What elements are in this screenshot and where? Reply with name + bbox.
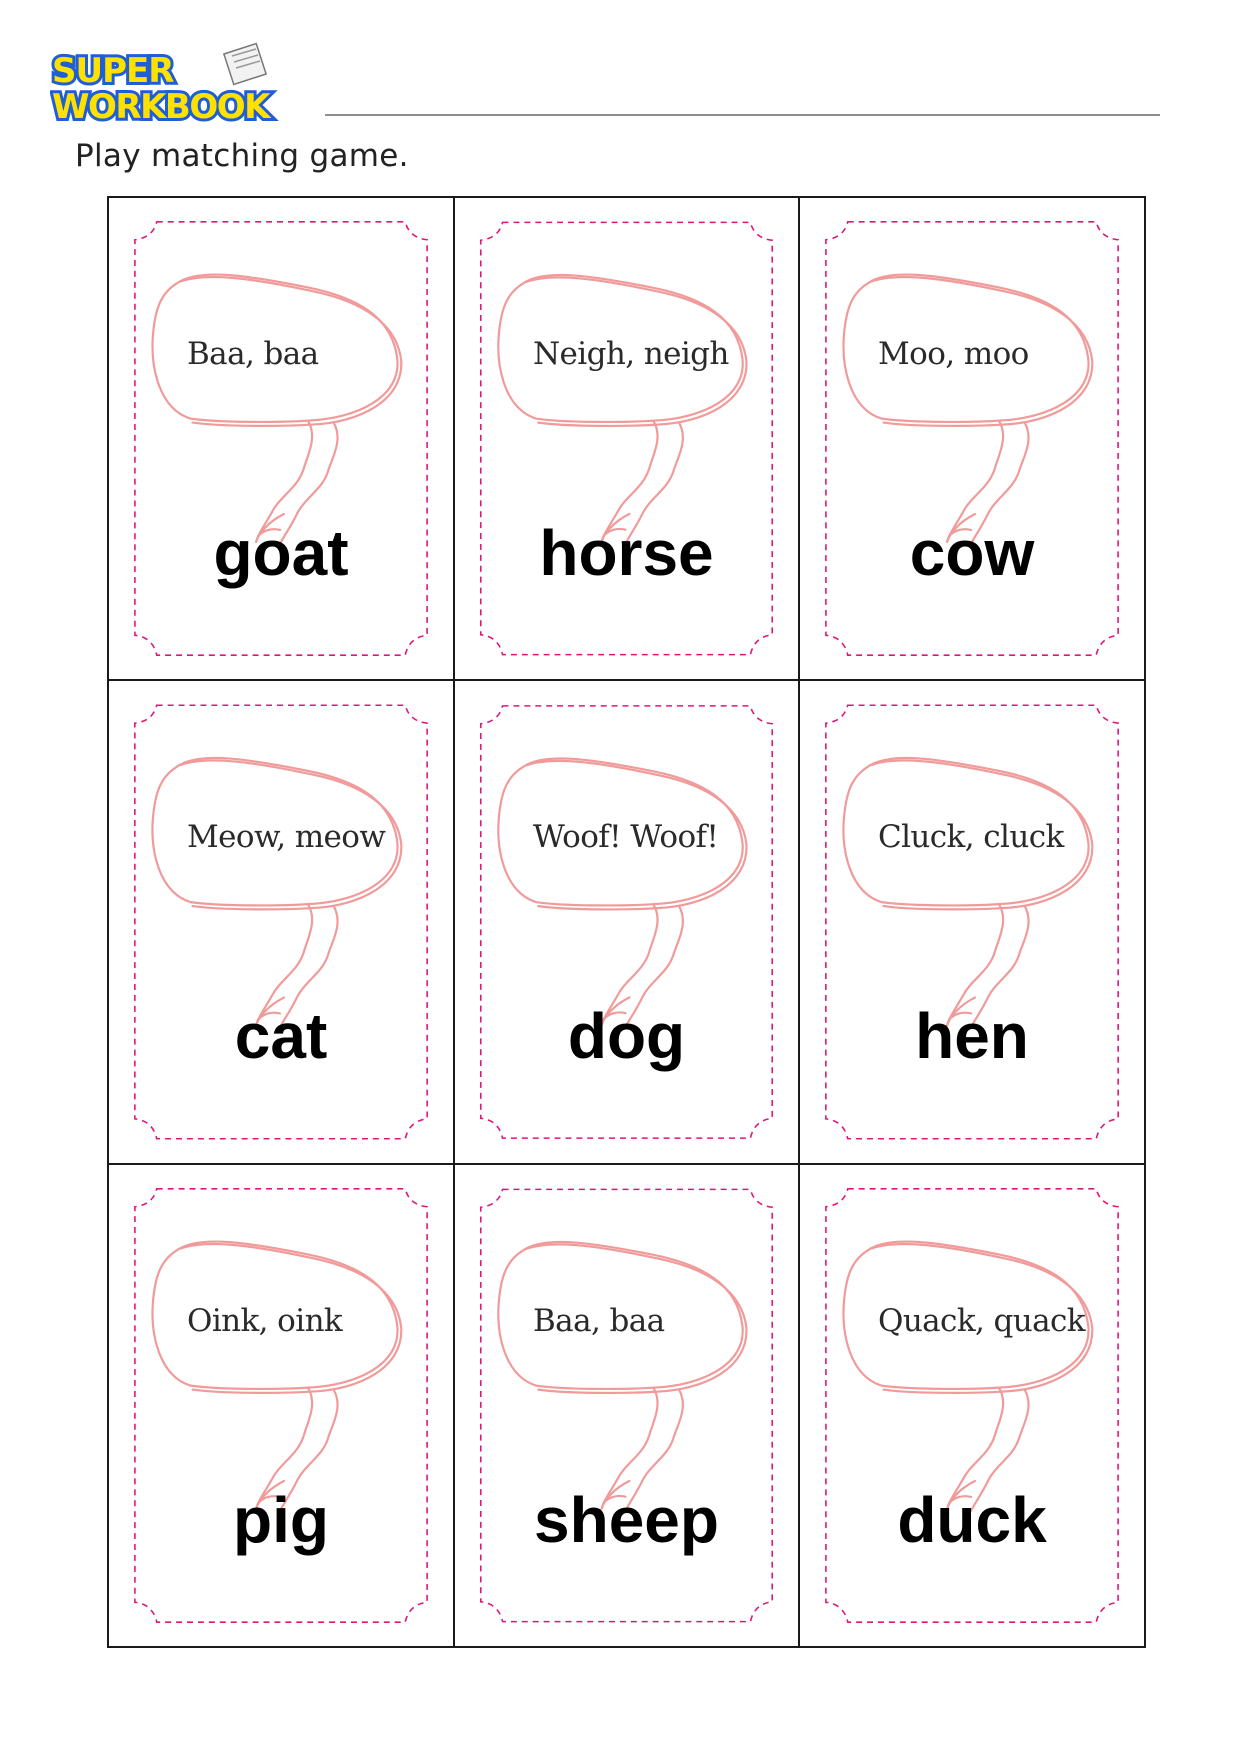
- card-decoration: [800, 681, 1144, 1163]
- animal-word: horse: [539, 517, 714, 589]
- animal-word: duck: [897, 1484, 1047, 1556]
- dashed-frame: [135, 705, 427, 1138]
- matching-card-cow[interactable]: [798, 196, 1146, 681]
- speech-bubble: [498, 758, 746, 1027]
- card-decoration: [109, 681, 453, 1163]
- speech-bubble: [153, 275, 402, 544]
- svg-text:SUPER: SUPER: [52, 51, 174, 91]
- matching-card-hen[interactable]: [798, 679, 1146, 1165]
- page-header: [0, 0, 1240, 200]
- notebook-icon: [224, 44, 266, 85]
- card-grid: [108, 197, 1145, 1647]
- animal-sound-text: Neigh, neigh: [533, 336, 729, 372]
- matching-card-cat[interactable]: [107, 679, 455, 1165]
- animal-sound-text: Oink, oink: [187, 1303, 343, 1339]
- card-decoration: [800, 198, 1144, 679]
- animal-word: cow: [909, 517, 1035, 589]
- matching-card-goat[interactable]: [107, 196, 455, 681]
- instruction-text: Play matching game.: [75, 138, 409, 174]
- matching-card-horse[interactable]: [453, 196, 800, 681]
- dashed-frame: [826, 1189, 1118, 1622]
- card-decoration: [455, 1165, 798, 1646]
- header-rule: [325, 114, 1160, 116]
- animal-sound-text: Cluck, cluck: [878, 819, 1064, 855]
- card-decoration: [455, 681, 798, 1163]
- animal-sound-text: Moo, moo: [878, 336, 1029, 372]
- speech-bubble: [153, 1242, 402, 1511]
- card-decoration: [109, 1165, 453, 1646]
- card-decoration: [109, 198, 453, 679]
- dashed-frame: [826, 222, 1118, 655]
- animal-word: pig: [233, 1484, 329, 1556]
- card-decoration: [455, 198, 798, 679]
- matching-card-sheep[interactable]: [453, 1163, 800, 1648]
- animal-sound-text: Baa, baa: [187, 336, 319, 372]
- speech-bubble: [498, 1242, 746, 1511]
- speech-bubble: [843, 758, 1092, 1027]
- animal-word: cat: [234, 1000, 328, 1072]
- dashed-frame: [481, 706, 772, 1138]
- animal-sound-text: Quack, quack: [878, 1303, 1085, 1339]
- matching-card-pig[interactable]: [107, 1163, 455, 1648]
- animal-word: hen: [915, 1000, 1029, 1072]
- animal-word: sheep: [534, 1484, 719, 1556]
- svg-text:WORKBOOK: WORKBOOK: [52, 87, 270, 127]
- speech-bubble: [152, 758, 401, 1027]
- dashed-frame: [826, 705, 1118, 1138]
- dashed-frame: [135, 1189, 427, 1622]
- animal-sound-text: Meow, meow: [187, 819, 386, 855]
- speech-bubble: [498, 275, 746, 544]
- speech-bubble: [844, 275, 1093, 544]
- animal-word: goat: [213, 517, 349, 589]
- speech-bubble: [844, 1242, 1093, 1511]
- animal-sound-text: Woof! Woof!: [533, 819, 719, 855]
- matching-card-duck[interactable]: [798, 1163, 1146, 1648]
- super-workbook-logo: [50, 42, 320, 132]
- dashed-frame: [135, 222, 427, 655]
- matching-card-dog[interactable]: [453, 679, 800, 1165]
- card-decoration: [800, 1165, 1144, 1646]
- animal-sound-text: Baa, baa: [533, 1303, 665, 1339]
- animal-word: dog: [567, 1000, 686, 1072]
